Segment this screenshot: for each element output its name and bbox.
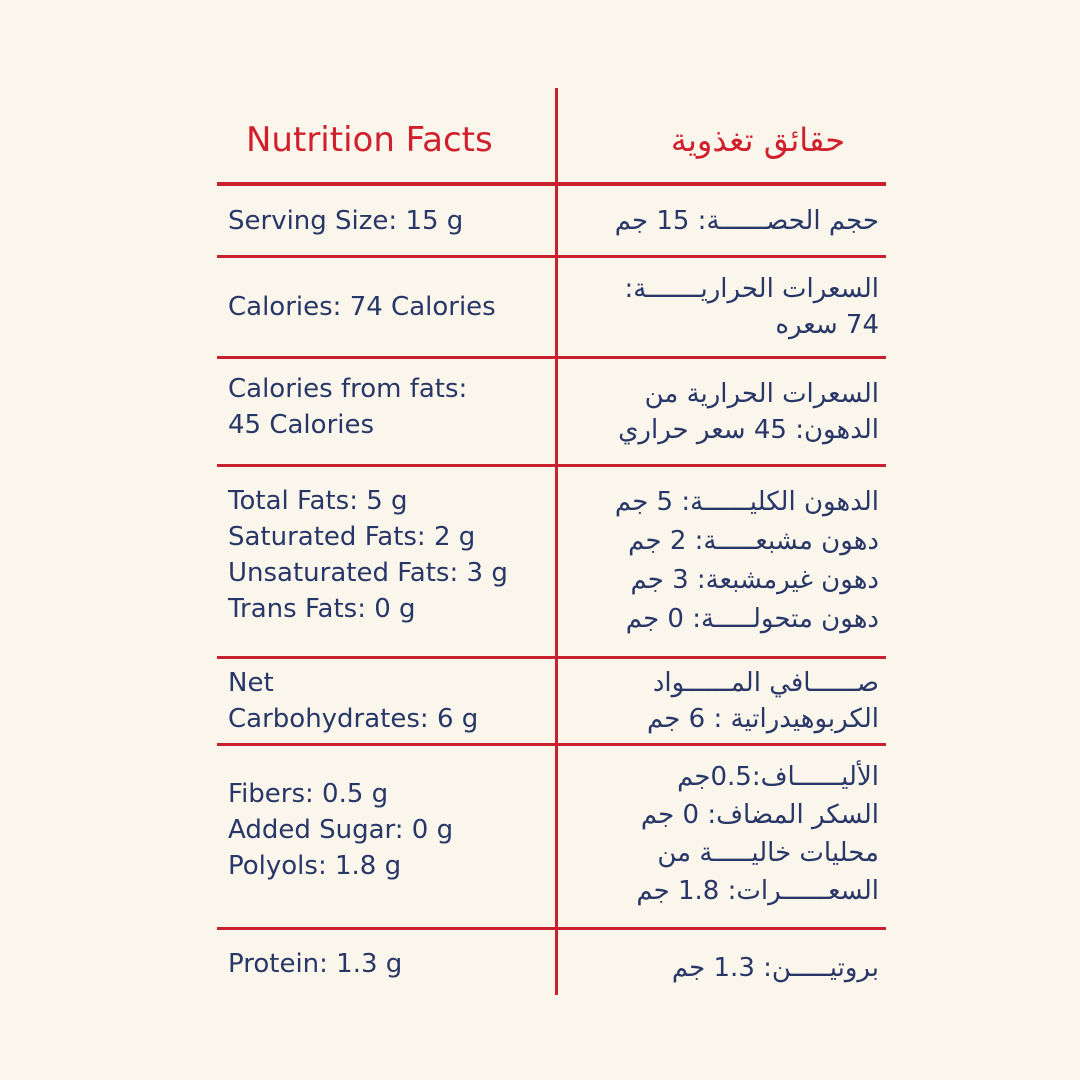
title-arabic-text: حقائق تغذوية (670, 121, 845, 159)
calories-ar-line-1: السعرات الحراريـــــــة: (624, 274, 879, 304)
calories-from-fats-ar (565, 359, 879, 464)
saturated-fats-en: Saturated Fats: 2 g (228, 522, 476, 552)
protein-en-line: Protein: 1.3 g (228, 949, 403, 979)
unsaturated-fats-ar: دهون غيرمشبعة: 3 جم (630, 565, 879, 595)
calories-from-fats-ar-line-2: الدهون: 45 سعر حراري (618, 414, 879, 445)
net-carbs-ar-line-2: الكربوهيدراتية : 6 جم (647, 704, 879, 734)
calories-en (228, 258, 546, 356)
calories-from-fats-en-line-1: Calories from fats: (228, 374, 468, 404)
calories-from-fats-en (228, 359, 546, 464)
fats-en (228, 467, 546, 656)
unsaturated-fats-en: Unsaturated Fats: 3 g (228, 558, 508, 588)
fibers-ar: الأليــــــاف:0.5جم (677, 762, 879, 792)
protein-ar (565, 930, 879, 1006)
trans-fats-ar: دهون متحولـــــة: 0 جم (625, 604, 879, 634)
serving-size-en-line: Serving Size: 15 g (228, 205, 464, 236)
title-arabic (565, 110, 845, 170)
net-carbs-ar-line-1: صــــــافي المــــــواد (652, 668, 879, 698)
net-carbs-en-line-1: Net (228, 668, 274, 698)
serving-size-ar-line: حجم الحصــــــة: 15 جم (614, 205, 879, 236)
net-carbs-ar (565, 659, 879, 743)
total-fats-ar: الدهون الكليــــــة: 5 جم (614, 487, 879, 517)
saturated-fats-ar: دهون مشبعـــــة: 2 جم (628, 526, 879, 556)
polyols-en: Polyols: 1.8 g (228, 851, 402, 881)
calories-from-fats-en-line-2: 45 Calories (228, 410, 375, 440)
serving-size-ar (565, 186, 879, 255)
calories-ar (565, 258, 879, 356)
net-carbs-en (228, 659, 546, 743)
calories-from-fats-ar-line-1: السعرات الحرارية من (644, 378, 879, 409)
fibers-en: Fibers: 0.5 g (228, 779, 389, 809)
net-carbs-en-line-2: Carbohydrates: 6 g (228, 704, 479, 734)
calories-ar-line-2: 74 سعره (775, 310, 879, 340)
trans-fats-en: Trans Fats: 0 g (228, 594, 416, 624)
calories-en-line: Calories: 74 Calories (228, 292, 496, 322)
fibers-sugar-polyols-en (228, 746, 546, 927)
fats-ar (565, 467, 879, 656)
protein-en (228, 930, 546, 998)
fibers-sugar-polyols-ar (565, 746, 879, 927)
added-sugar-en: Added Sugar: 0 g (228, 815, 454, 845)
column-divider (555, 88, 558, 995)
title-english-text: Nutrition Facts (246, 120, 493, 160)
protein-ar-line: بروتيـــــن: 1.3 جم (671, 953, 879, 983)
added-sugar-ar: السكر المضاف: 0 جم (640, 800, 879, 830)
polyols-ar-line-2: السعــــــرات: 1.8 جم (636, 876, 879, 906)
serving-size-en (228, 186, 546, 255)
title-english (246, 110, 546, 170)
total-fats-en: Total Fats: 5 g (228, 486, 408, 516)
polyols-ar-line-1: محليات خاليـــــة من (657, 838, 879, 868)
